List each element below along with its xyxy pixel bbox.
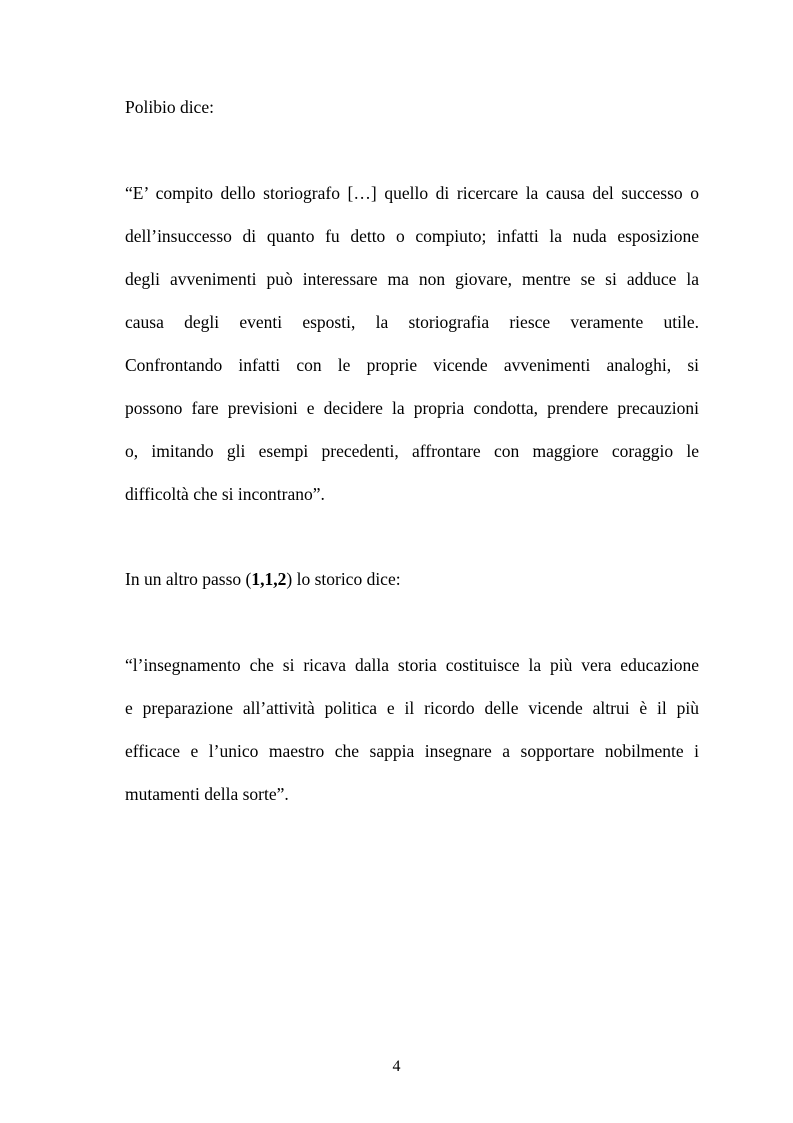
quote-1-line: dell’insuccesso di quanto fu detto o compiuto; infatti la nuda esposizione xyxy=(125,226,699,246)
quote-1-line: degli avvenimenti può interessare ma non giovare, mentre se si adduce la xyxy=(125,269,699,289)
quote-1-line: Confrontando infatti con le proprie vicende avvenimenti analoghi, si xyxy=(125,355,699,375)
quote-1-line: causa degli eventi esposti, la storiografia riesce veramente utile. xyxy=(125,312,699,332)
intro-line: Polibio dice: xyxy=(125,97,214,117)
quote-1-line: o, imitando gli esempi precedenti, affrontare con maggiore coraggio le xyxy=(125,441,699,461)
passage-intro-after: ) lo storico dice: xyxy=(286,569,401,589)
passage-reference: 1,1,2 xyxy=(251,569,287,589)
quote-1-line: difficoltà che si incontrano”. xyxy=(125,484,325,504)
quote-1-line: possono fare previsioni e decidere la propria condotta, prendere precauzioni xyxy=(125,398,699,418)
quote-2-line: efficace e l’unico maestro che sappia insegnare a sopportare nobilmente i xyxy=(125,741,699,761)
quote-2-line: “l’insegnamento che si ricava dalla storia costituisce la più vera educazione xyxy=(125,655,699,675)
quote-2-line: e preparazione all’attività politica e il ricordo delle vicende altrui è il più xyxy=(125,698,699,718)
quote-2-line: mutamenti della sorte”. xyxy=(125,784,289,804)
passage-intro-before: In un altro passo ( xyxy=(125,569,252,589)
page-number: 4 xyxy=(392,1058,401,1075)
passage-intro xyxy=(125,568,699,590)
quote-1-line: “E’ compito dello storiografo […] quello di ricercare la causa del successo o xyxy=(125,183,699,203)
